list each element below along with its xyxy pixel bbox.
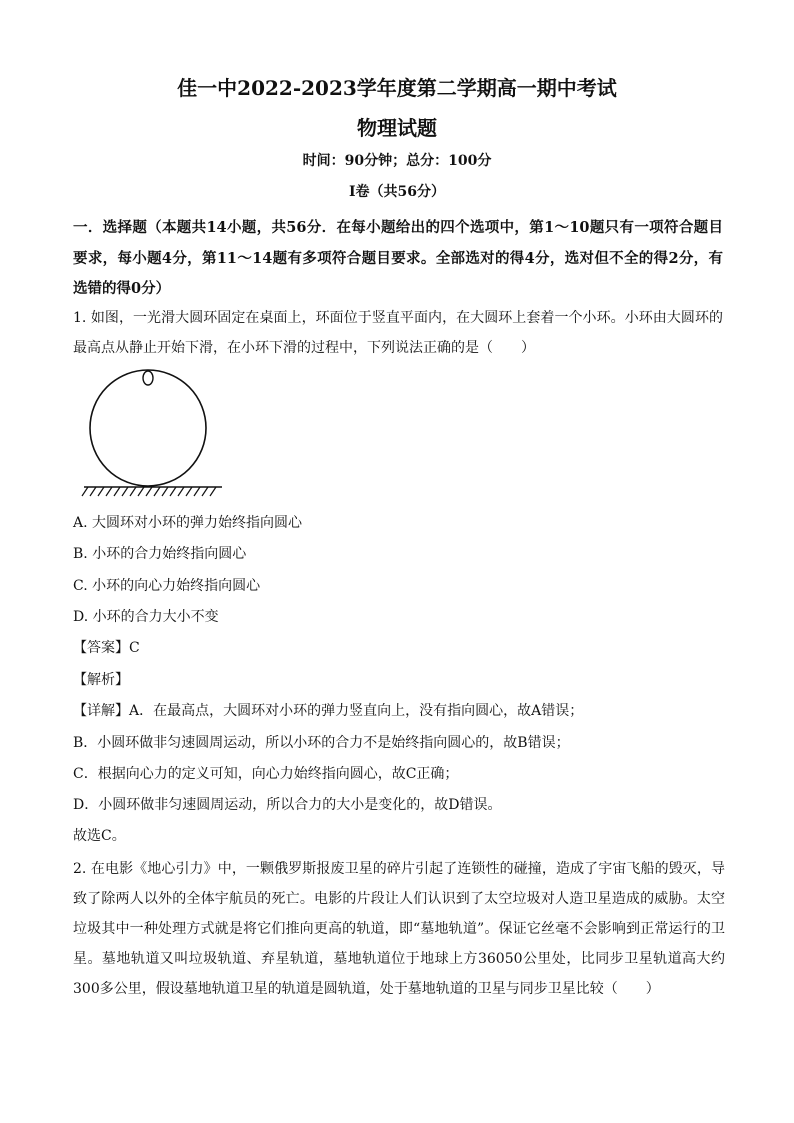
large-ring xyxy=(90,370,206,486)
option-b: B. 小环的合力始终指向圆心 xyxy=(73,546,247,562)
answer-label: 【答案】C xyxy=(73,640,140,656)
time-score: 时间：90分钟；总分：100分 xyxy=(302,153,492,169)
small-ring xyxy=(143,371,153,385)
option-a: A. 大圆环对小环的弹力始终指向圆心 xyxy=(73,515,303,531)
detail-line-5: 故选C。 xyxy=(73,828,126,844)
detail-line-1: 【详解】A．在最高点，大圆环对小环的弹力竖直向上，没有指向圆心，故A错误； xyxy=(73,703,584,719)
section-instructions: 一．选择题（本题共14小题，共56分．在每小题给出的四个选项中，第1～10题只有一项符合题目要求，每小题4分，第11～14题有多项符合题目要求。全部选对的得4分，选对但不全的得2分，有选错的得0分） xyxy=(73,219,723,297)
question-1-stem: 1. 如图，一光滑大圆环固定在桌面上，环面位于竖直平面内，在大圆环上套着一个小环。小环由大圆环的最高点从静止开始下滑，在小环下滑的过程中，下列说法正确的是（ ） xyxy=(73,310,723,356)
ring-on-table-figure xyxy=(80,366,230,501)
exam-title: 佳一中2022-2023学年度第二学期高一期中考试 xyxy=(177,76,617,100)
detail-line-3: C．根据向心力的定义可知，向心力始终指向圆心，故C正确； xyxy=(73,766,459,782)
detail-line-2: B．小圆环做非匀速圆周运动，所以小环的合力不是始终指向圆心的，故B错误； xyxy=(73,735,570,751)
option-c: C. 小环的向心力始终指向圆心 xyxy=(73,578,261,594)
question-2-stem: 2. 在电影《地心引力》中，一颗俄罗斯报废卫星的碎片引起了连锁性的碰撞，造成了宇宙飞船的毁灭，导致了除两人以外的全体宇航员的死亡。电影的片段让人们认识到了太空垃圾对人造卫星造成的威胁。太空垃圾其中一种处理方式就是将它们推向更高的轨道，即“墓地轨道”。保证它丝毫不会影响到正常运行的卫星。墓地轨道又叫垃圾轨道、弃星轨道，墓地轨道位于地球上方36050公里处，比同步卫星轨道高大约300多公里，假设墓地轨道卫星的轨道是圆轨道，处于墓地轨道的卫星与同步卫星比较（ ） xyxy=(73,861,725,997)
table-hatching xyxy=(82,487,216,496)
detail-line-4: D．小圆环做非匀速圆周运动，所以合力的大小是变化的，故D错误。 xyxy=(73,797,502,813)
analysis-label: 【解析】 xyxy=(73,672,129,688)
volume-label: Ⅰ卷（共56分） xyxy=(348,184,446,200)
subject-title: 物理试题 xyxy=(357,116,437,140)
option-d: D. 小环的合力大小不变 xyxy=(73,609,219,625)
